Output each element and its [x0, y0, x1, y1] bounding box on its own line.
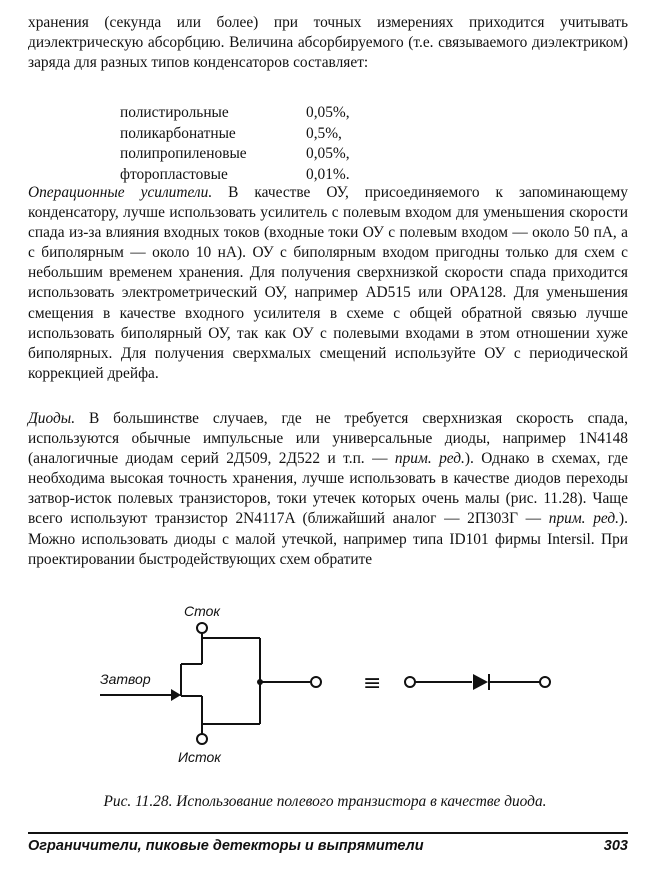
- table-row: [120, 103, 350, 124]
- editor-note: прим. ред.: [548, 510, 619, 528]
- gate-label: Затвор: [100, 671, 151, 687]
- material-value: 0,01%.: [306, 165, 350, 183]
- material-name: полистирольные: [120, 104, 229, 121]
- intro-paragraph: хранения (секунда или более) при точных измерениях приходится учитывать диэлектрическую абсорбцию. Величина абсорбируемого (т.е. связываемого диэлектриком) заряда для разных типов конденсаторов составляет:: [28, 14, 628, 72]
- page-number: 303: [603, 838, 628, 854]
- drain-label: Сток: [184, 603, 221, 619]
- material-name: поликарбонатные: [120, 124, 236, 142]
- junction-dot: [257, 679, 263, 685]
- diode-triangle: [473, 674, 488, 690]
- editor-note: прим. ред.: [394, 450, 465, 468]
- opamp-paragraph: [28, 183, 628, 384]
- running-title: Ограничители, пиковые детекторы и выпрямители: [28, 838, 424, 854]
- absorption-table: [120, 103, 350, 185]
- material-value: 0,05%,: [306, 145, 350, 162]
- diodes-text-1: В большинстве случаев, где не требуется сверхнизкая скорость спада, используются обычные импульсные или универсальные диоды, например 1N4148 (аналогичные диодам серий 2Д509, 2Д522 и т.п. —: [28, 410, 628, 468]
- footer-divider: [28, 832, 628, 834]
- material-value: 0,5%,: [306, 124, 342, 142]
- output-terminal: [311, 677, 321, 687]
- fet-diode-figure: [80, 598, 580, 788]
- diode-right-terminal: [540, 677, 550, 687]
- diode-left-terminal: [405, 677, 415, 687]
- material-value: 0,05%,: [306, 104, 350, 121]
- diodes-section-title: Диоды.: [28, 410, 76, 427]
- page-footer: [28, 838, 628, 854]
- figure-caption: Рис. 11.28. Использование полевого транзистора в качестве диода.: [103, 793, 547, 810]
- opamp-text: В качестве ОУ, присоединяемого к запоминающему конденсатору, лучше использовать усилитель с полевым входом для уменьшения скорости спада из-за влияния входных токов (входные токи ОУ с полевым входом — около 50 пА, а с биполярным — около 10 нА). ОУ с биполярным входом пригодны только для схем с небольшим временем хранения. Для получения сверхнизкой скорости спада приходится использовать электрометрический ОУ, например AD515 или OPA128. Для уменьшения смещения в качестве входного усилителя в схеме с общей обратной связью лучше использовать биполярный ОУ, так как ОУ с полевыми входами в этом отношении хуже биполярных. Для получения сверхмалых смещений используйте ОУ с периодической коррекцией дрейфа.: [28, 184, 628, 382]
- equivalence-sign: ≡: [363, 671, 382, 696]
- drain-terminal: [197, 623, 207, 633]
- diodes-text-3: ). Можно использовать диоды с малой утечкой, например типа ID101 фирмы Intersil. При проектировании быстродействующих схем обратите: [28, 510, 628, 568]
- material-name: полипропиленовые: [120, 145, 247, 162]
- source-label: Исток: [178, 749, 221, 765]
- gate-arrow: [171, 689, 181, 701]
- diodes-paragraph: [28, 409, 628, 570]
- table-row: [120, 144, 350, 165]
- material-name: фторопластовые: [120, 165, 228, 183]
- table-row: [120, 165, 350, 186]
- table-row: [120, 124, 350, 145]
- opamp-section-title: Операционные усилители.: [28, 184, 213, 201]
- diodes-text-2: ). Однако в схемах, где необходима высокая точность хранения, лучше использовать в качестве диодов переходы затвор-исток полевых транзисторов, токи утечек которых очень малы (рис. 11.28). Чаще всего используют транзистор 2N4117A (ближайший аналог — 2П303Г —: [28, 450, 628, 528]
- source-terminal: [197, 734, 207, 744]
